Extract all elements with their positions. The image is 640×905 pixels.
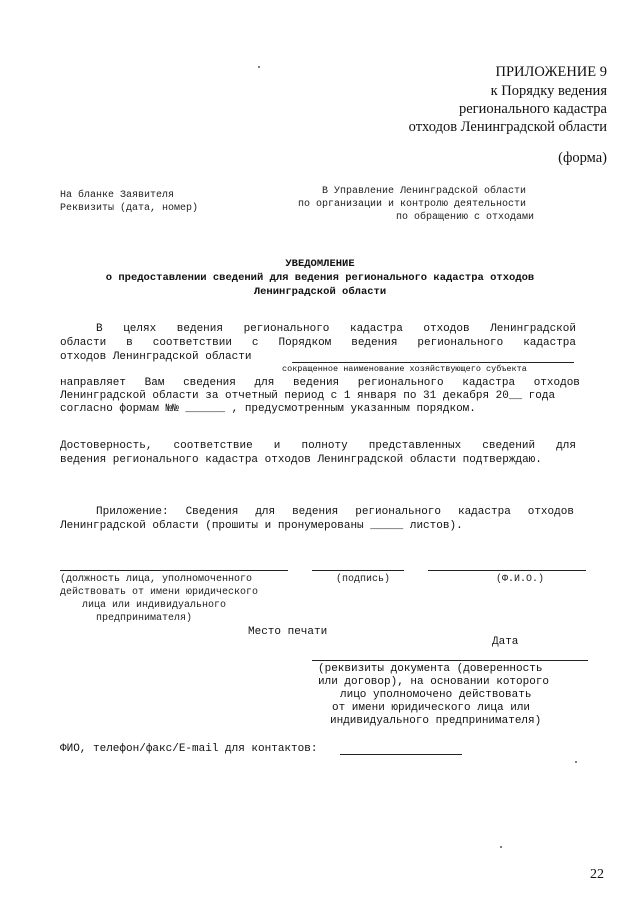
attachment-line-1: Приложение: Сведения для ведения регионального кадастра отходов xyxy=(96,506,574,518)
appendix-line-4: отходов Ленинградской области xyxy=(408,119,607,135)
paragraph1-line-5: Ленинградской области за отчетный период с 1 января по 31 декабря 20__ года xyxy=(60,390,556,402)
authority-doc-line-5: индивидуального предпринимателя) xyxy=(330,715,542,727)
paragraph1-line-6: согласно формам №№ ______ , предусмотренным указанным порядком. xyxy=(60,403,476,415)
signature-caption: (подпись) xyxy=(336,574,391,585)
page-number: 22 xyxy=(590,867,604,882)
authority-doc-line-3: лицо уполномочено действовать xyxy=(340,689,532,701)
authority-document-blank xyxy=(312,660,588,661)
paragraph2-line-1: Достоверность, соответствие и полноту представленных сведений для xyxy=(60,440,576,452)
attachment-line-2: Ленинградской области (прошиты и пронумерованы _____ листов). xyxy=(60,520,463,532)
subject-name-caption: сокращенное наименование хозяйствующего субъекта xyxy=(282,364,527,374)
authority-doc-line-1: (реквизиты документа (доверенность xyxy=(318,663,543,675)
recipient-line-2: по организации и контролю деятельности xyxy=(298,199,527,210)
applicant-details: Реквизиты (дата, номер) xyxy=(60,203,199,214)
position-caption-line-4: предпринимателя) xyxy=(96,613,193,624)
paragraph1-line-2: области в соответствии с Порядком ведения регионального кадастра xyxy=(60,337,576,349)
contacts-label: ФИО, телефон/факс/E-mail для контактов: xyxy=(60,743,318,755)
authority-doc-line-2: или договор), на основании которого xyxy=(318,676,550,688)
appendix-line-2: к Порядку ведения xyxy=(490,83,607,99)
position-caption-line-2: действовать от имени юридического xyxy=(60,587,259,598)
stamp-place-label: Место печати xyxy=(248,626,328,638)
appendix-line-3: регионального кадастра xyxy=(459,101,607,117)
recipient-line-1: В Управление Ленинградской области xyxy=(322,186,527,197)
scan-speck xyxy=(500,846,502,848)
notice-subtitle-line-2: Ленинградской области xyxy=(253,286,387,298)
authority-doc-line-4: от имени юридического лица или xyxy=(332,702,531,714)
appendix-title: ПРИЛОЖЕНИЕ 9 xyxy=(495,64,607,80)
recipient-line-3: по обращению с отходами xyxy=(396,212,535,223)
paragraph1-line-1: В целях ведения регионального кадастра отходов Ленинградской xyxy=(96,323,576,335)
paragraph1-line-4: направляет Вам сведения для ведения регионального кадастра отходов xyxy=(60,377,580,389)
contacts-blank xyxy=(340,754,462,755)
notice-subtitle-line-1: о предоставлении сведений для ведения регионального кадастра отходов xyxy=(105,272,535,284)
notice-title: УВЕДОМЛЕНИЕ xyxy=(285,258,355,270)
date-label: Дата xyxy=(492,636,519,648)
paragraph2-line-2: ведения регионального кадастра отходов Ленинградской области подтверждаю. xyxy=(60,454,542,466)
position-blank xyxy=(60,570,288,571)
scan-speck xyxy=(258,66,260,68)
scan-speck xyxy=(575,761,577,763)
signature-blank xyxy=(312,570,404,571)
form-label: (форма) xyxy=(558,150,607,166)
subject-name-blank xyxy=(292,362,574,363)
applicant-letterhead: На бланке Заявителя xyxy=(60,190,175,201)
full-name-caption: (Ф.И.О.) xyxy=(496,574,545,585)
full-name-blank xyxy=(428,570,586,571)
paragraph1-line-3: отходов Ленинградской области xyxy=(60,351,252,363)
position-caption-line-1: (должность лица, уполномоченного xyxy=(60,574,253,585)
position-caption-line-3: лица или индивидуального xyxy=(82,600,227,611)
